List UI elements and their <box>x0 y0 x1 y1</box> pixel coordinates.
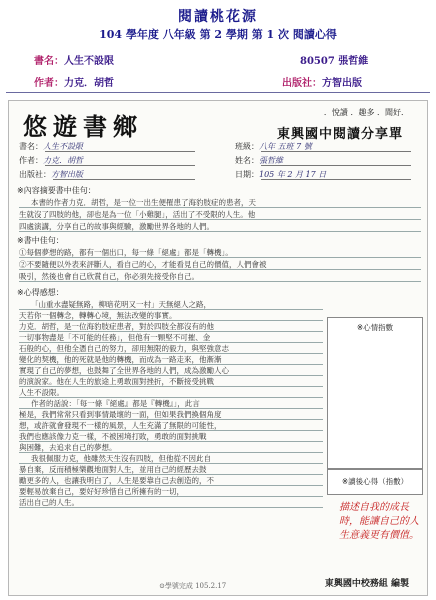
reflection-line: 天若你一個轉念，轉轉心境，無法改變的事實。 <box>19 311 177 320</box>
ruled-line <box>19 231 421 232</box>
brand-logo: 悠遊書鄉 <box>23 113 143 141</box>
quote-line: ①每個夢想的路，都有一個出口，每一條「絕處」都是「轉機」。 <box>19 248 233 257</box>
book-meta <box>34 52 114 67</box>
reading-worksheet <box>8 100 428 596</box>
quote-line: 吸引，然後也會自己欣賞自己，你必須先接受你自己。 <box>19 272 199 281</box>
teacher-comment: 描述自我的成長時，能讓自己的人生意義更有價值。 <box>339 502 419 541</box>
summary-line: 四處演講，分享自己的故事與經驗，激勵世界各地的人們。 <box>19 222 214 231</box>
ruled-line <box>19 269 421 270</box>
class-label: 班級： <box>235 142 259 151</box>
mood-index-box <box>327 317 423 469</box>
class-value: 八年 五班 7 號 <box>259 142 312 151</box>
reflection-line: 人生不設限。 <box>19 388 64 397</box>
publisher-meta <box>282 74 362 89</box>
date-value: 105 年 2 月 17 日 <box>259 170 327 179</box>
book-label: 書名： <box>34 56 64 67</box>
publisher-underline <box>53 179 195 180</box>
name-underline <box>261 165 411 166</box>
reflection-line: 作者的話說：「每一條『絕處』都是『轉機』」，此言 <box>31 399 200 408</box>
reflection-line: 與困難，去追求自己的夢想。 <box>19 443 117 452</box>
header-divider <box>6 92 430 93</box>
date-label: 日期： <box>235 170 259 179</box>
reflection-line: 極是，我們常常只看到事情最壞的一面，但如果我們換個角度 <box>19 410 222 419</box>
reflection-line: 實現了自己的夢想，也鼓舞了全世界各地的人們，成為激勵人心 <box>19 366 229 375</box>
publisher-field-label: 出版社： <box>19 170 51 179</box>
summary-heading: ※內容摘要書中佳句： <box>17 186 96 195</box>
completion-stamp: ⊙學號完成 105.2.17 <box>159 582 227 590</box>
reflection-line: 我們也應該像力克一樣，不被困境打敗，勇敢的面對挑戰 <box>19 432 207 441</box>
reflection-line: 變化的契機，他的死就是他的轉機，而成為一路走來，他漸漸 <box>19 355 222 364</box>
book-underline <box>45 151 195 152</box>
reflection-line: 想，或許就會發現不一樣的風景，人生充滿了無限的可能性， <box>19 421 222 430</box>
summary-line: 本書的作者力克．胡哲，是一位一出生便罹患了海豹肢症的患者，天 <box>31 198 256 207</box>
name-label: 姓名： <box>235 156 259 165</box>
publisher-field-value: 方智出版 <box>51 170 83 179</box>
ruled-line <box>19 507 323 508</box>
book-value: 人生不設限 <box>64 56 114 67</box>
class-underline <box>261 151 411 152</box>
author-field-label: 作者： <box>19 156 43 165</box>
brand-tagline: ．悅讀 ．趣多 ．聞好． <box>323 108 409 117</box>
reflection-line: 力克．胡哲，是一位海豹肢症患者，對於四肢全都沒有的他 <box>19 322 214 331</box>
book-field-label: 書名： <box>19 142 43 151</box>
reflection-line: 暴自棄，反而積極樂觀地面對人生，並用自己的經歷去鼓 <box>19 465 207 474</box>
reflection-line: 要輕易放棄自己，要好好珍惜自己所擁有的一切， <box>19 487 184 496</box>
publisher-value: 方智出版 <box>322 78 362 89</box>
quote-line: ②不要隨便以外表來評斷人，看自己的心，才能看見自己的價值，人們會被 <box>19 260 267 269</box>
reflection-line: 一切事物盡是「不可能的任務」，但他有一顆堅不可摧、金 <box>19 333 211 342</box>
student-value: 80507 張哲維 <box>300 56 369 67</box>
author-underline <box>45 165 195 166</box>
publisher-label: 出版社： <box>282 78 322 89</box>
ruled-line <box>19 257 421 258</box>
ruled-line <box>19 207 421 208</box>
form-title: 東興國中閱讀分享單 <box>276 127 403 142</box>
rating-box <box>327 469 423 495</box>
name-value: 張哲維 <box>259 156 283 165</box>
quote-heading: ※書中佳句： <box>17 236 64 245</box>
footer-credit: 東興國中校務組 編製 <box>324 579 409 589</box>
ruled-line <box>19 281 421 282</box>
summary-line: 生就沒了四肢的他，卻也是為一位「小雞腿」，活出了不受限的人生。他 <box>19 210 256 219</box>
reflection-line: 石般的心，但他全憑自己的努力，卻用無限的毅力，與堅強意志 <box>19 344 229 353</box>
date-underline <box>261 179 411 180</box>
author-value: 力克．胡哲 <box>64 78 114 89</box>
author-label: 作者： <box>34 78 64 89</box>
reflection-line: 的演說家。他在人生的旅途上勇敢面對挫折，不斷接受挑戰 <box>19 377 214 386</box>
reflection-heading: ※心得感想： <box>17 288 64 297</box>
author-meta <box>34 74 114 89</box>
reflection-line: 「山重水盡疑無路，柳暗花明又一村」天無絕人之路， <box>31 300 211 309</box>
student-meta <box>300 52 368 67</box>
rating-box-title: ※讀後心得（指數） <box>341 477 409 486</box>
reflection-line: 活出自己的人生。 <box>19 498 79 507</box>
reflection-line: 勵更多的人，也讓我明白了，人生是要靠自己去創造的，不 <box>19 476 214 485</box>
book-field-value: 人生不設限 <box>43 142 83 151</box>
page-title: 閱讀桃花源 <box>178 9 258 25</box>
reflection-line: 我很佩服力克，他雖然天生沒有四肢，但他從不因此自 <box>31 454 211 463</box>
ruled-line <box>19 219 421 220</box>
mood-index-title: ※心情指數 <box>356 323 394 332</box>
page-subtitle: 104 學年度 八年級 第 2 學期 第 1 次 閱讀心得 <box>99 28 337 41</box>
author-field-value: 力克．胡哲 <box>43 156 83 165</box>
